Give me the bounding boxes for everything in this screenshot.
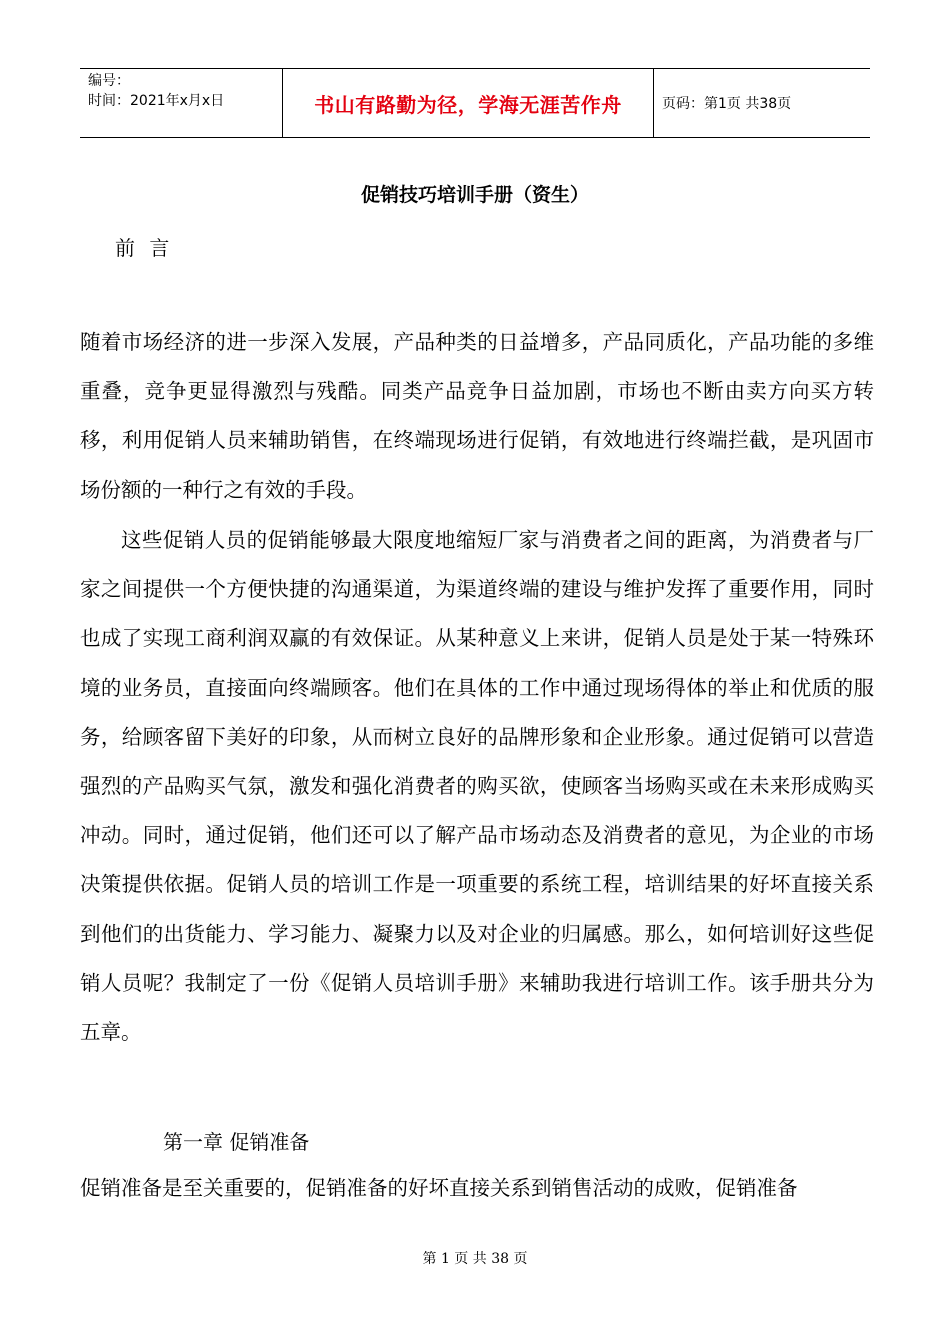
header-motto [282,69,654,137]
page-info-text: 页码：第1页 共38页 [662,96,792,112]
paragraph-1: 随着市场经济的进一步深入发展，产品种类的日益增多，产品同质化，产品功能的多维重叠，竞争更显得激烈与残酷。同类产品竞争日益加剧，市场也不断由卖方向买方转移，利用促销人员来辅助销售，在终端现场进行促销，有效地进行终端拦截，是巩固市场份额的一种行之有效的手段。 [80,330,874,502]
document-title: 促销技巧培训手册（资生） [360,184,589,206]
page-header [80,68,870,138]
paragraph-2: 这些促销人员的促销能够最大限度地缩短厂家与消费者之间的距离，为消费者与厂家之间提供一个方便快捷的沟通渠道，为渠道终端的建设与维护发挥了重要作用，同时也成了实现工商利润双赢的有效保证。从某种意义上来讲，促销人员是处于某一特殊环境的业务员，直接面向终端顾客。他们在具体的工作中通过现场得体的举止和优质的服务，给顾客留下美好的印象，从而树立良好的品牌形象和企业形象。通过促销可以营造强烈的产品购买气氛，激发和强化消费者的购买欲，使顾客当场购买或在未来形成购买冲动。同时，通过促销，他们还可以了解产品市场动态及消费者的意见，为企业的市场决策提供依据。促销人员的培训工作是一项重要的系统工程，培训结果的好坏直接关系到他们的出货能力、学习能力、凝聚力以及对企业的归属感。那么，如何培训好这些促销人员呢？我制定了一份《促销人员培训手册》来辅助我进行培训工作。该手册共分为五章。 [80,528,874,1045]
header-meta [80,69,282,137]
motto-text: 书山有路勤为径，学海无涯苦作舟 [314,92,622,117]
document-date: 时间：2021年x月x日 [88,93,225,109]
chapter-heading: 第一章 促销准备 [163,1130,310,1154]
paragraph-3: 促销准备是至关重要的，促销准备的好坏直接关系到销售活动的成败，促销准备 [80,1176,798,1200]
document-number-label: 编号： [88,73,130,89]
preface-heading: 前 言 [115,236,174,260]
page-footer: 第 1 页 共 38 页 [422,1251,528,1267]
header-page-info [654,69,870,137]
